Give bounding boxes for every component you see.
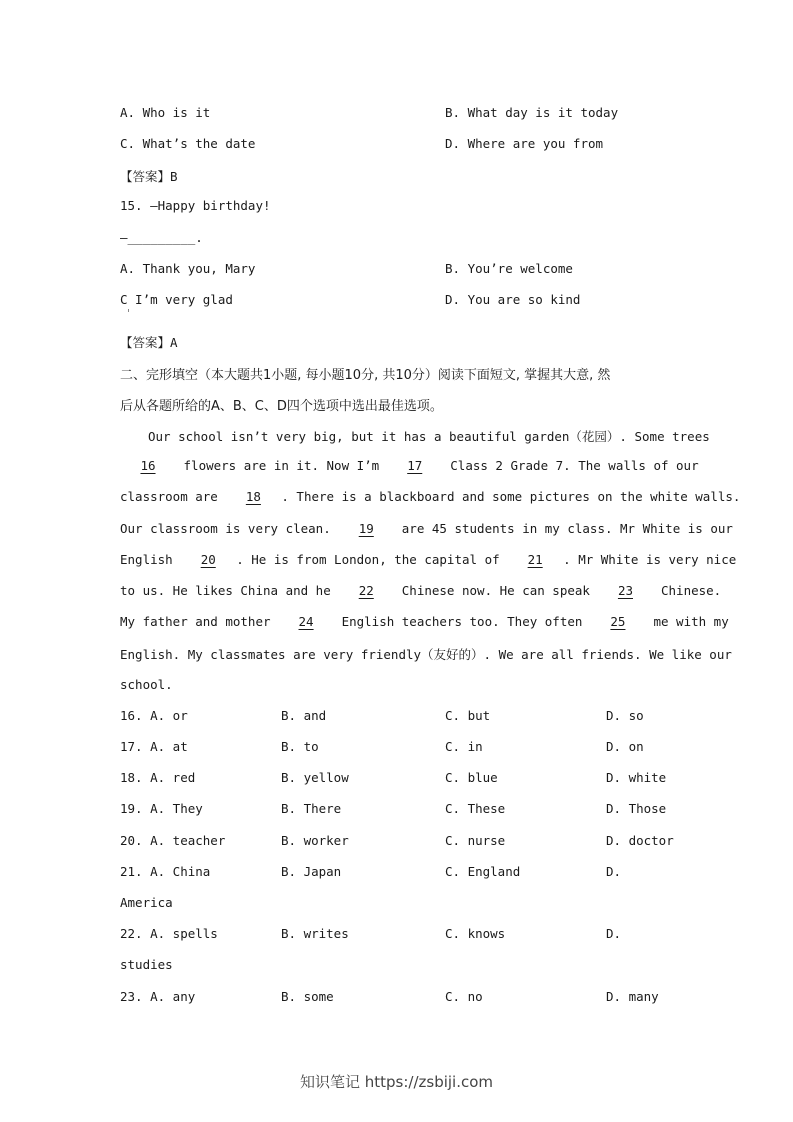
question-option-c: C. knows xyxy=(445,926,506,941)
question-option-b: B. There xyxy=(281,801,342,816)
question-22-wrap: studies xyxy=(120,957,173,972)
question-option-a: 20. A. teacher xyxy=(120,833,226,848)
blank-23: 23 xyxy=(617,583,633,598)
question-option-c: C. These xyxy=(445,801,506,816)
question-option-c: C. blue xyxy=(445,770,498,785)
question-option-b: B. writes xyxy=(281,926,349,941)
q15-option-c: C I’m very glad xyxy=(120,292,233,307)
passage-line-2 xyxy=(120,458,699,473)
question-option-d: D. doctor xyxy=(606,833,674,848)
blank-17: 17 xyxy=(407,458,423,473)
blank-19: 19 xyxy=(358,521,374,536)
question-option-d: D. Those xyxy=(606,801,667,816)
question-option-a: 23. A. any xyxy=(120,989,196,1004)
question-option-a: 19. A. They xyxy=(120,801,203,816)
passage-line-1: Our school isn’t very big, but it has a beautiful garden（花园）. Some trees xyxy=(148,429,710,444)
question-option-d: D. so xyxy=(606,708,644,723)
passage-text: . He is from London, the capital of xyxy=(236,552,500,567)
passage-line-5 xyxy=(120,552,736,567)
passage-line-3 xyxy=(120,489,740,504)
question-option-d: D. many xyxy=(606,989,659,1004)
answer-label: 【答案】 xyxy=(120,335,171,350)
section-heading-line-1: 二、完形填空（本大题共1小题, 每小题10分, 共10分）阅读下面短文, 掌握其大意, 然 xyxy=(120,368,611,383)
q14-option-d: D. Where are you from xyxy=(445,136,604,151)
blank-24: 24 xyxy=(298,614,314,629)
question-21-wrap: America xyxy=(120,895,173,910)
question-option-b: B. yellow xyxy=(281,770,349,785)
question-option-c: C. nurse xyxy=(445,833,506,848)
passage-line-8: English. My classmates are very friendly（友好的）. We are all friends. We like our xyxy=(120,647,732,662)
section-heading-line-2: 后从各题所给的A、B、C、D四个选项中选出最佳选项。 xyxy=(120,399,443,414)
passage-text: me with my xyxy=(653,614,729,629)
passage-text: Chinese. xyxy=(661,583,722,598)
passage-line-6 xyxy=(120,583,721,598)
question-option-b: B. worker xyxy=(281,833,349,848)
question-option-c: C. no xyxy=(445,989,483,1004)
question-option-a: 22. A. spells xyxy=(120,926,218,941)
question-option-b: B. some xyxy=(281,989,334,1004)
q14-option-b: B. What day is it today xyxy=(445,105,619,120)
question-option-c: C. in xyxy=(445,739,483,754)
q15-answer xyxy=(120,333,178,351)
passage-line-4 xyxy=(120,521,733,536)
blank-22: 22 xyxy=(358,583,374,598)
footer-watermark: 知识笔记 https://zsbiji.com xyxy=(299,1073,494,1091)
passage-text: classroom are xyxy=(120,489,218,504)
question-option-b: B. to xyxy=(281,739,319,754)
q15-prompt: 15. —Happy birthday! xyxy=(120,198,271,213)
q14-answer-value: B xyxy=(170,169,178,184)
question-option-d: D. on xyxy=(606,739,644,754)
passage-text: are 45 students in my class. Mr White is our xyxy=(401,521,733,536)
passage-text: English teachers too. They often xyxy=(341,614,583,629)
question-option-b: B. Japan xyxy=(281,864,342,879)
question-option-d: D. white xyxy=(606,770,667,785)
blank-16: 16 xyxy=(140,458,156,473)
passage-text: Our classroom is very clean. xyxy=(120,521,331,536)
question-option-c: C. England xyxy=(445,864,521,879)
passage-text: English xyxy=(120,552,173,567)
passage-line-9: school. xyxy=(120,677,173,692)
passage-text: . There is a blackboard and some pictures on the white walls. xyxy=(281,489,741,504)
passage-text: to us. He likes China and he xyxy=(120,583,331,598)
passage-line-7 xyxy=(120,614,729,629)
q15-option-a: A. Thank you, Mary xyxy=(120,261,256,276)
q14-answer xyxy=(120,167,178,185)
blank-21: 21 xyxy=(527,552,543,567)
passage-text: Class 2 Grade 7. The walls of our xyxy=(450,458,699,473)
question-option-b: B. and xyxy=(281,708,327,723)
blank-20: 20 xyxy=(200,552,216,567)
passage-text: flowers are in it. Now I’m xyxy=(183,458,380,473)
stray-dot xyxy=(128,309,129,312)
blank-25: 25 xyxy=(610,614,626,629)
question-option-a: 18. A. red xyxy=(120,770,196,785)
question-option-d: D. xyxy=(606,926,622,941)
passage-text: . Mr White is very nice xyxy=(563,552,737,567)
q15-answer-value: A xyxy=(170,335,178,350)
passage-text: My father and mother xyxy=(120,614,271,629)
blank-18: 18 xyxy=(245,489,261,504)
question-option-a: 17. A. at xyxy=(120,739,188,754)
answer-label: 【答案】 xyxy=(120,169,171,184)
question-option-a: 16. A. or xyxy=(120,708,188,723)
question-option-a: 21. A. China xyxy=(120,864,211,879)
question-option-c: C. but xyxy=(445,708,491,723)
question-option-d: D. xyxy=(606,864,622,879)
q15-response: —_________. xyxy=(120,230,203,245)
q14-option-c: C. What’s the date xyxy=(120,136,256,151)
q14-option-a: A. Who is it xyxy=(120,105,211,120)
q15-option-b: B. You’re welcome xyxy=(445,261,573,276)
q15-option-d: D. You are so kind xyxy=(445,292,581,307)
passage-text: Chinese now. He can speak xyxy=(401,583,590,598)
